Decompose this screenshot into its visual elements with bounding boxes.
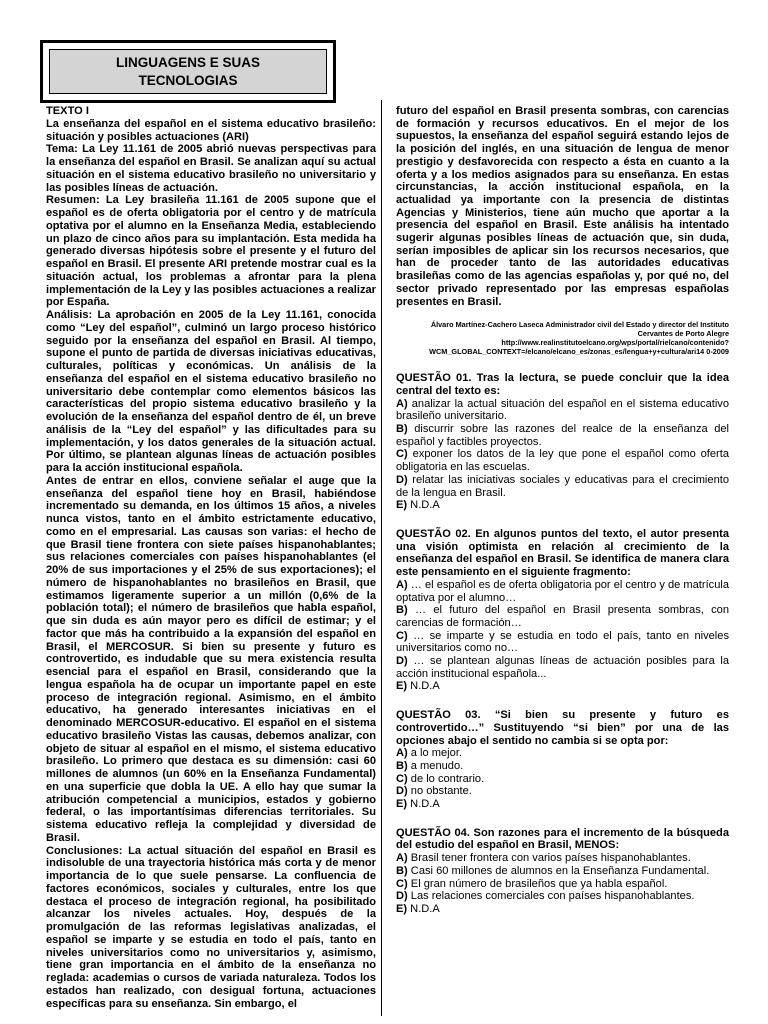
option-text: … se plantean algunas líneas de actuación posibles para la acción institucional española...: [396, 655, 729, 680]
option-letter: E): [396, 902, 408, 915]
option-text: N.D.A: [407, 798, 440, 811]
option-text: Casi 60 millones de alumnos en la Enseñanza Fundamental.: [407, 864, 710, 877]
option-b: [396, 604, 729, 629]
article-conclusiones: Conclusiones: La actual situación del español en Brasil es indisoluble de una trayectoria histórica más corta y de menor importancia de lo que suele pensarse. La confluencia de factores económicos, sociales y culturales, entre los que destaca el proceso de integración regional, ha posibilitado alcanzar los niveles actuales. Hoy, después de la promulgación de las reformas legislativas analizadas, el español se imparte y se estudia en todo el país, tanto en niveles universitarios como no universitarios y, asimismo, tiene gran importancia en el ámbito de la enseñanza no reglada: academias o cursos de variada naturaleza. Todos los estados han realizado, con desigual fortuna, actuaciones específicas para su enseñanza. Sin embargo, el: [46, 844, 376, 1010]
option-d: [396, 785, 729, 798]
article-resumen: Resumen: La Ley brasileña 11.161 de 2005 supone que el español es de oferta obligatoria por el centro y de matrícula optativa por el alumno en la Enseñanza Media, estableciendo un plazo de cinco años para su implantación. Esta medida ha generado diversas hipótesis sobre el presente y el futuro del español en Brasil. El presente ARI pretende mostrar cual es la situación actual, los problemas a afrontar para la plena implementación de la Ley y las posibles actuaciones a realizar por España.: [46, 194, 376, 309]
question-01: [396, 372, 729, 512]
texto-label: TEXTO I: [46, 105, 89, 117]
option-text: a lo mejor.: [407, 747, 462, 760]
option-b: [396, 423, 729, 448]
source-url-path: WCM_GLOBAL_CONTEXT=/elcano/elcano_es/zonas_es/lengua+y+cultura/ari14 0-2009: [429, 347, 729, 357]
option-letter: A): [396, 397, 408, 410]
article-title: La enseñanza del español en el sistema educativo brasileño: situación y posibles actuaciones (ARI): [46, 117, 376, 143]
section-header-inner: [49, 49, 327, 94]
source-author: Álvaro Martínez-Cachero Laseca Administrador civil del Estado y director del Instituto: [430, 320, 729, 330]
option-text: a menudo.: [407, 759, 464, 772]
option-e: [396, 903, 729, 916]
option-letter: C): [396, 629, 408, 642]
option-text: … el futuro del español en Brasil presenta sombras, con carencias de formación…: [396, 604, 729, 629]
column-divider: [381, 100, 382, 1016]
option-c: [396, 448, 729, 473]
article-tema: Tema: La Ley 11.161 de 2005 abrió nuevas perspectivas para la enseñanza del español en Brasil. Se analizan aquí su actual situación en el sistema educativo brasileño no universitario y las posibles líneas de actuación.: [46, 143, 376, 194]
question-03: [396, 709, 729, 811]
article-continuation: futuro del español en Brasil presenta sombras, con carencias de formación y recursos educativos. En el mejor de los supuestos, la enseñanza del español seguirá estando lejos de la posición del inglés, en una situación de lengua de menor prestigio y desfavorecida con respecto a ésta en cuanto a la oferta y a los medios asignados para su enseñanza. En estas circunstancias, la acción institucional española, en la actualidad ya importante con la presencia de distintas Agencias y Ministerios, tiene aún mucho que aportar a la presencia del español en Brasil. Este análisis ha intentado sugerir algunas posibles líneas de actuación que, sin duda, serían imposibles de aplicar sin los recursos necesarios, que han de proceder tanto de las autoridades educativas brasileñas como de las agencias españolas y, por qué no, del sector privado representado por las empresas españolas presentes en Brasil.: [396, 105, 729, 308]
option-text: de lo contrario.: [407, 772, 485, 785]
option-letter: B): [396, 864, 408, 877]
left-text-column: [46, 105, 376, 1010]
option-letter: B): [396, 604, 408, 617]
question-stem: QUESTÃO 02. En algunos puntos del texto, el autor presenta una visión optimista en relación al crecimiento de la enseñanza del español en Brasil. Se identifica de manera clara este pensamiento en el siguiente fragmento:: [396, 527, 729, 579]
option-letter: E): [396, 499, 408, 512]
option-text: El gran número de brasileños que ya habla español.: [407, 877, 668, 890]
option-text: relatar las iniciativas sociales y educativas para el crecimiento de la lengua en Brasil.: [396, 473, 729, 499]
option-b: [396, 760, 729, 773]
question-02: [396, 528, 729, 693]
option-e: [396, 499, 729, 512]
option-c: [396, 630, 729, 655]
option-letter: A): [396, 578, 408, 591]
option-text: no obstante.: [407, 785, 472, 798]
option-letter: C): [396, 772, 408, 785]
article-analisis: Análisis: La aprobación en 2005 de la Ley 11.161, conocida como “Ley del español”, culminó un largo proceso histórico seguido por la enseñanza del español en Brasil. Al tiempo, supone el punto de partida de diversas iniciativas educativas, culturales, políticas y económicas. Un análisis de la enseñanza del español en el sistema educativo brasileño no universitario debe contemplar como elementos básicos las características del propio sistema educativo brasileño y la evolución de la enseñanza del español dentro de él, un breve análisis de la “Ley del español” y las dificultades para su implementación, y los datos generales de la situación actual. Por último, se plantean algunas líneas de actuación posibles para la acción institucional española.: [46, 309, 376, 474]
option-letter: D): [396, 655, 408, 668]
option-text: exponer los datos de la ley que pone el español como oferta obligatoria en las escuelas.: [396, 448, 729, 474]
question-04: [396, 827, 729, 916]
option-letter: D): [396, 473, 408, 486]
question-stem: QUESTÃO 04. Son razones para el incremento de la búsqueda del estudio del español en Brasil, MENOS:: [396, 826, 729, 852]
option-letter: A): [396, 747, 408, 760]
option-text: Brasil tener frontera con varios países hispanohablantes.: [407, 852, 691, 865]
section-title-line-1: LINGUAGENS E SUAS: [115, 54, 261, 70]
option-text: N.D.A: [407, 680, 440, 693]
option-d: [396, 474, 729, 499]
option-text: discurrir sobre las razones del realce de la enseñanza del español y factibles proyectos.: [396, 423, 729, 448]
question-stem: QUESTÃO 01. Tras la lectura, se puede concluir que la idea central del texto es:: [396, 372, 729, 397]
option-letter: B): [396, 423, 408, 436]
option-letter: C): [396, 877, 408, 890]
option-letter: C): [396, 448, 408, 461]
option-letter: D): [396, 785, 408, 798]
option-letter: E): [396, 798, 408, 811]
option-text: … se imparte y se estudia en todo el país, tanto en niveles universitarios como no…: [396, 629, 729, 655]
option-d: [396, 890, 729, 903]
option-text: … el español es de oferta obligatoria por el centro y de matrícula optativa por el alumno…: [396, 578, 729, 604]
option-text: N.D.A: [407, 499, 440, 512]
option-letter: A): [396, 852, 408, 865]
option-e: [396, 680, 729, 693]
option-text: analizar la actual situación del español en el sistema educativo brasileño universitario.: [396, 397, 729, 423]
source-url: http://www.realinstitutoelcano.org/wps/portal/rielcano/contenido?: [501, 338, 729, 348]
option-c: [396, 878, 729, 891]
option-text: Las relaciones comerciales con países hispanohablantes.: [407, 890, 695, 903]
option-a: [396, 852, 729, 865]
option-d: [396, 655, 729, 680]
option-c: [396, 773, 729, 786]
source-institution: Cervantes de Porto Alegre: [637, 329, 729, 339]
option-text: N.D.A: [407, 902, 440, 915]
option-b: [396, 865, 729, 878]
option-letter: B): [396, 759, 408, 772]
option-a: [396, 747, 729, 760]
article-causas: Antes de entrar en ellos, conviene señalar el auge que la enseñanza del español tiene hoy en Brasil, habiéndose incrementado su demanda, en los últimos 15 años, a niveles nunca vistos, tanto en el ámbito estrictamente educativo, como en el empresarial. Las causas son varias: el hecho de que Brasil tiene frontera con siete países hispanohablantes; sus relaciones comerciales con países hispanohablantes (el 20% de sus importaciones y el 25% de sus exportaciones); el número de hispanohablantes no brasileños en Brasil, que estimamos ligeramente superior a un millón (0,6% de la población total); el número de brasileños que habla español, que sin duda es aún mayor pero es difícil de estimar; y el factor que más ha contribuido a la expansión del español en Brasil, el MERCOSUR. Si bien su presente y futuro es controvertido, es indudable que su mera existencia resulta esencial para el español en Brasil, considerando que la lengua española ha de ocupar un importante papel en este proceso de integración regional. Asimismo, en el ámbito educativo, ha generado interesantes iniciativas en el denominado MERCOSUR-educativo. El español en el sistema educativo brasileño Vistas las causas, debemos analizar, con objeto de situar al español en el mismo, el sistema educativo brasileño. Lo primero que destaca es su dimensión: casi 60 millones de alumnos (un 60% en la Enseñanza Fundamental) en una superficie que dobla la UE. A ello hay que sumar la atribución competencial a municipios, estados y gobierno federal, o las importantísimas diferencias territoriales. Su sistema educativo refleja la complejidad y diversidad de Brasil.: [46, 474, 376, 844]
option-e: [396, 798, 729, 811]
option-letter: E): [396, 680, 408, 693]
right-text-column: [396, 105, 729, 916]
section-title-line-2: TECNOLOGIAS: [138, 72, 238, 88]
section-header: [40, 40, 336, 103]
option-a: [396, 398, 729, 423]
article-source: [396, 320, 729, 356]
option-letter: D): [396, 890, 408, 903]
question-stem: QUESTÃO 03. “Si bien su presente y futuro es controvertido…” Sustituyendo “si bien” por una de las opciones abajo el sentido no cambia si se opta por:: [396, 709, 729, 747]
option-a: [396, 579, 729, 604]
